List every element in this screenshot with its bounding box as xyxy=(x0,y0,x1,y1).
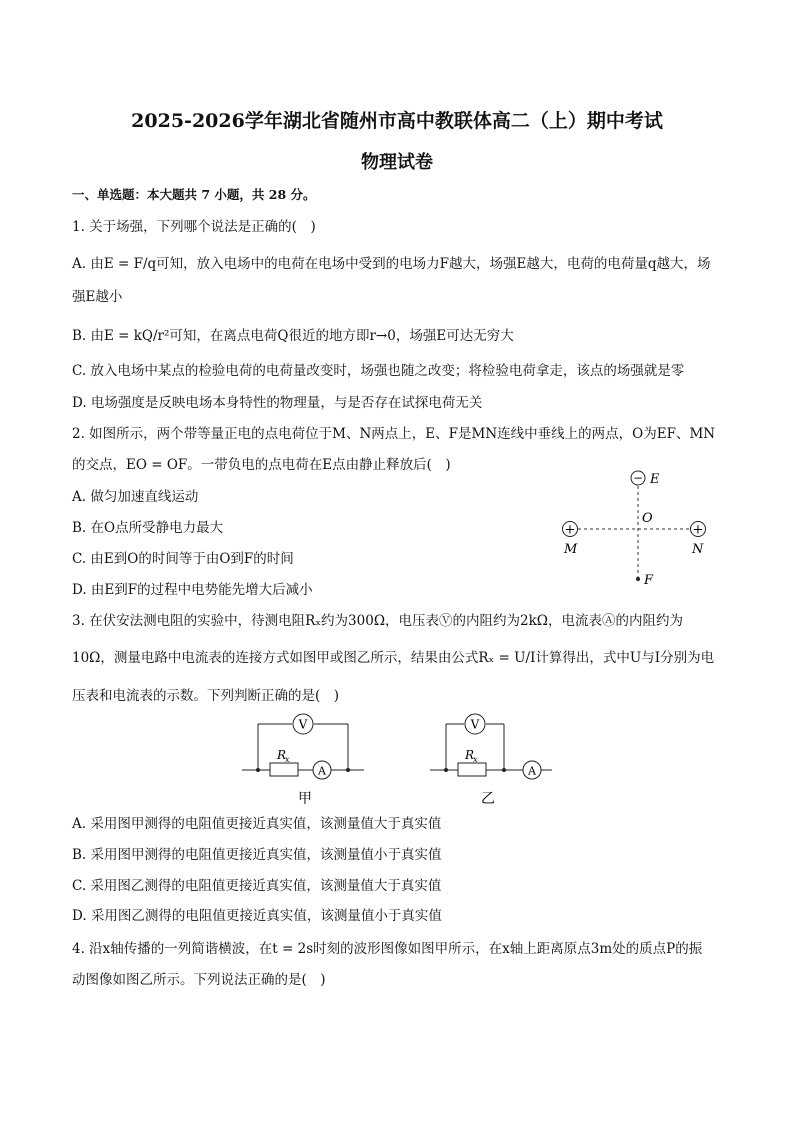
q2-option-b: B. 在O点所受静电力最大 xyxy=(72,520,224,536)
svg-text:V: V xyxy=(470,717,480,732)
q3-option-a: A. 采用图甲测得的电阻值更接近真实值，该测量值大于真实值 xyxy=(72,816,442,832)
svg-text:x: x xyxy=(473,755,478,764)
q1-option-a: A. 由E = F/q可知，放入电场中的电荷在电场中受到的电场力F越大，场强E越大，电荷的电荷量q越大，场 xyxy=(72,256,711,272)
resistor-jia xyxy=(270,763,298,776)
svg-text:V: V xyxy=(298,717,308,732)
svg-text:R: R xyxy=(465,748,475,762)
q3-option-d: D. 采用图乙测得的电阻值更接近真实值，该测量值小于真实值 xyxy=(72,908,442,924)
q1-stem: 1. 关于场强，下列哪个说法是正确的( ) xyxy=(72,219,316,235)
q2-option-a: A. 做匀加速直线运动 xyxy=(72,489,199,505)
q2-charge-diagram xyxy=(552,462,722,592)
charge-m-plus-sign: + xyxy=(564,522,576,538)
q1-option-b: B. 由E = kQ/r²可知，在离点电荷Q很近的地方即r→0，场强E可达无穷大 xyxy=(72,328,514,344)
label-yi: 乙 xyxy=(481,791,495,807)
q2-stem-cont: 的交点，EO = OF。一带负电的点电荷在E点由静止释放后( ) xyxy=(72,457,451,473)
q4-stem-cont: 动图像如图乙所示。下列说法正确的是( ) xyxy=(72,972,326,988)
exam-subtitle: 物理试卷 xyxy=(361,152,433,173)
q3-stem-cont: 10Ω，测量电路中电流表的连接方式如图甲或图乙所示，结果由公式Rₓ = U/I计算得出，式中U与I分别为电 xyxy=(72,650,715,666)
q3-option-b: B. 采用图甲测得的电阻值更接近真实值，该测量值小于真实值 xyxy=(72,847,442,863)
svg-text:R: R xyxy=(277,748,287,762)
point-f xyxy=(636,577,640,581)
circuit-jia xyxy=(242,714,364,807)
label-e: E xyxy=(650,472,660,487)
label-f: F xyxy=(644,573,654,588)
label-n: N xyxy=(692,542,704,557)
q2-stem: 2. 如图所示，两个带等量正电的点电荷位于M、N两点上，E、F是MN连线中垂线上的两点，O为EF、MN xyxy=(72,426,716,442)
q3-circuit-diagrams xyxy=(236,712,556,808)
q3-option-c: C. 采用图乙测得的电阻值更接近真实值，该测量值大于真实值 xyxy=(72,878,442,894)
resistor-yi xyxy=(458,763,486,776)
svg-text:A: A xyxy=(318,764,326,778)
q2-option-c: C. 由E到O的时间等于由O到F的时间 xyxy=(72,551,294,567)
label-o: O xyxy=(642,511,653,526)
q1-option-d: D. 电场强度是反映电场本身特性的物理量，与是否存在试探电荷无关 xyxy=(72,395,483,411)
q2-option-d: D. 由E到F的过程中电势能先增大后减小 xyxy=(72,582,313,598)
label-m: M xyxy=(564,542,578,557)
q3-stem-cont2: 压表和电流表的示数。下列判断正确的是( ) xyxy=(72,688,340,704)
exam-title: 2025-2026学年湖北省随州市高中教联体高二（上）期中考试 xyxy=(131,110,663,132)
q1-option-a-cont: 强E越小 xyxy=(72,289,123,305)
q1-option-c: C. 放入电场中某点的检验电荷的电荷量改变时，场强也随之改变；将检验电荷拿走，该点的场强就是零 xyxy=(72,363,685,379)
svg-text:A: A xyxy=(528,764,536,778)
charge-e-minus-sign: − xyxy=(632,471,644,485)
q3-stem: 3. 在伏安法测电阻的实验中，待测电阻Rₓ约为300Ω，电压表Ⓥ的内阻约为2kΩ，电流表Ⓐ的内阻约为 xyxy=(72,613,683,629)
circuit-yi xyxy=(430,714,552,807)
label-jia: 甲 xyxy=(298,791,312,807)
svg-text:x: x xyxy=(285,755,290,764)
charge-n-plus-sign: + xyxy=(692,522,704,538)
q4-stem: 4. 沿x轴传播的一列简谐横波，在t = 2s时刻的波形图像如图甲所示，在x轴上距离原点3m处的质点P的振 xyxy=(72,941,703,957)
section-header: 一、单选题：本大题共 7 小题，共 28 分。 xyxy=(72,187,316,202)
